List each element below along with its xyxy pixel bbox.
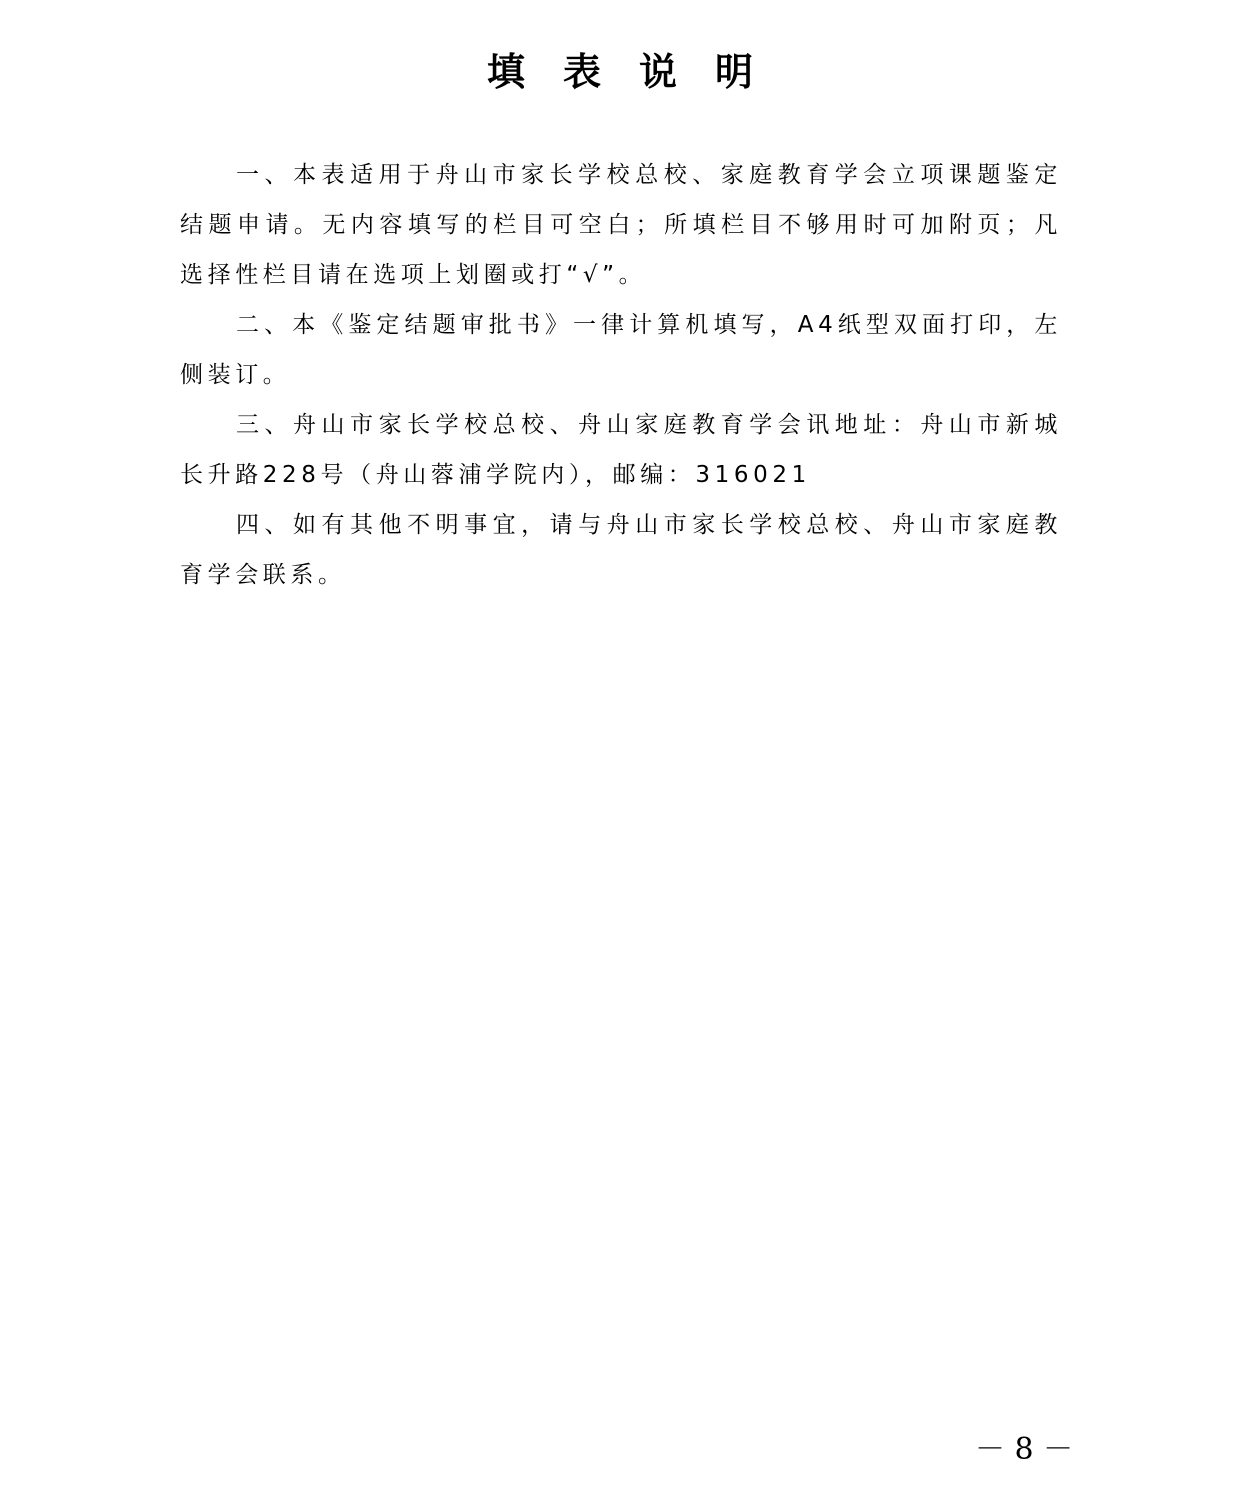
- instruction-paragraph-1: 一、本表适用于舟山市家长学校总校、家庭教育学会立项课题鉴定结题申请。无内容填写的栏目可空白；所填栏目不够用时可加附页；凡选择性栏目请在选项上划圈或打“√”。: [180, 162, 1062, 288]
- page-number: － 8 －: [975, 1432, 1074, 1467]
- instruction-paragraph-4: 四、如有其他不明事宜，请与舟山市家长学校总校、舟山市家庭教育学会联系。: [180, 512, 1062, 588]
- instruction-paragraph-2: 二、本《鉴定结题审批书》一律计算机填写，A4纸型双面打印，左侧装订。: [180, 312, 1062, 388]
- instructions-body: [180, 150, 1062, 600]
- page-title: 填表说明: [486, 49, 791, 95]
- instruction-paragraph-3: 三、舟山市家长学校总校、舟山家庭教育学会讯地址：舟山市新城长升路228号（舟山蓉浦学院内），邮编：316021: [180, 412, 1062, 488]
